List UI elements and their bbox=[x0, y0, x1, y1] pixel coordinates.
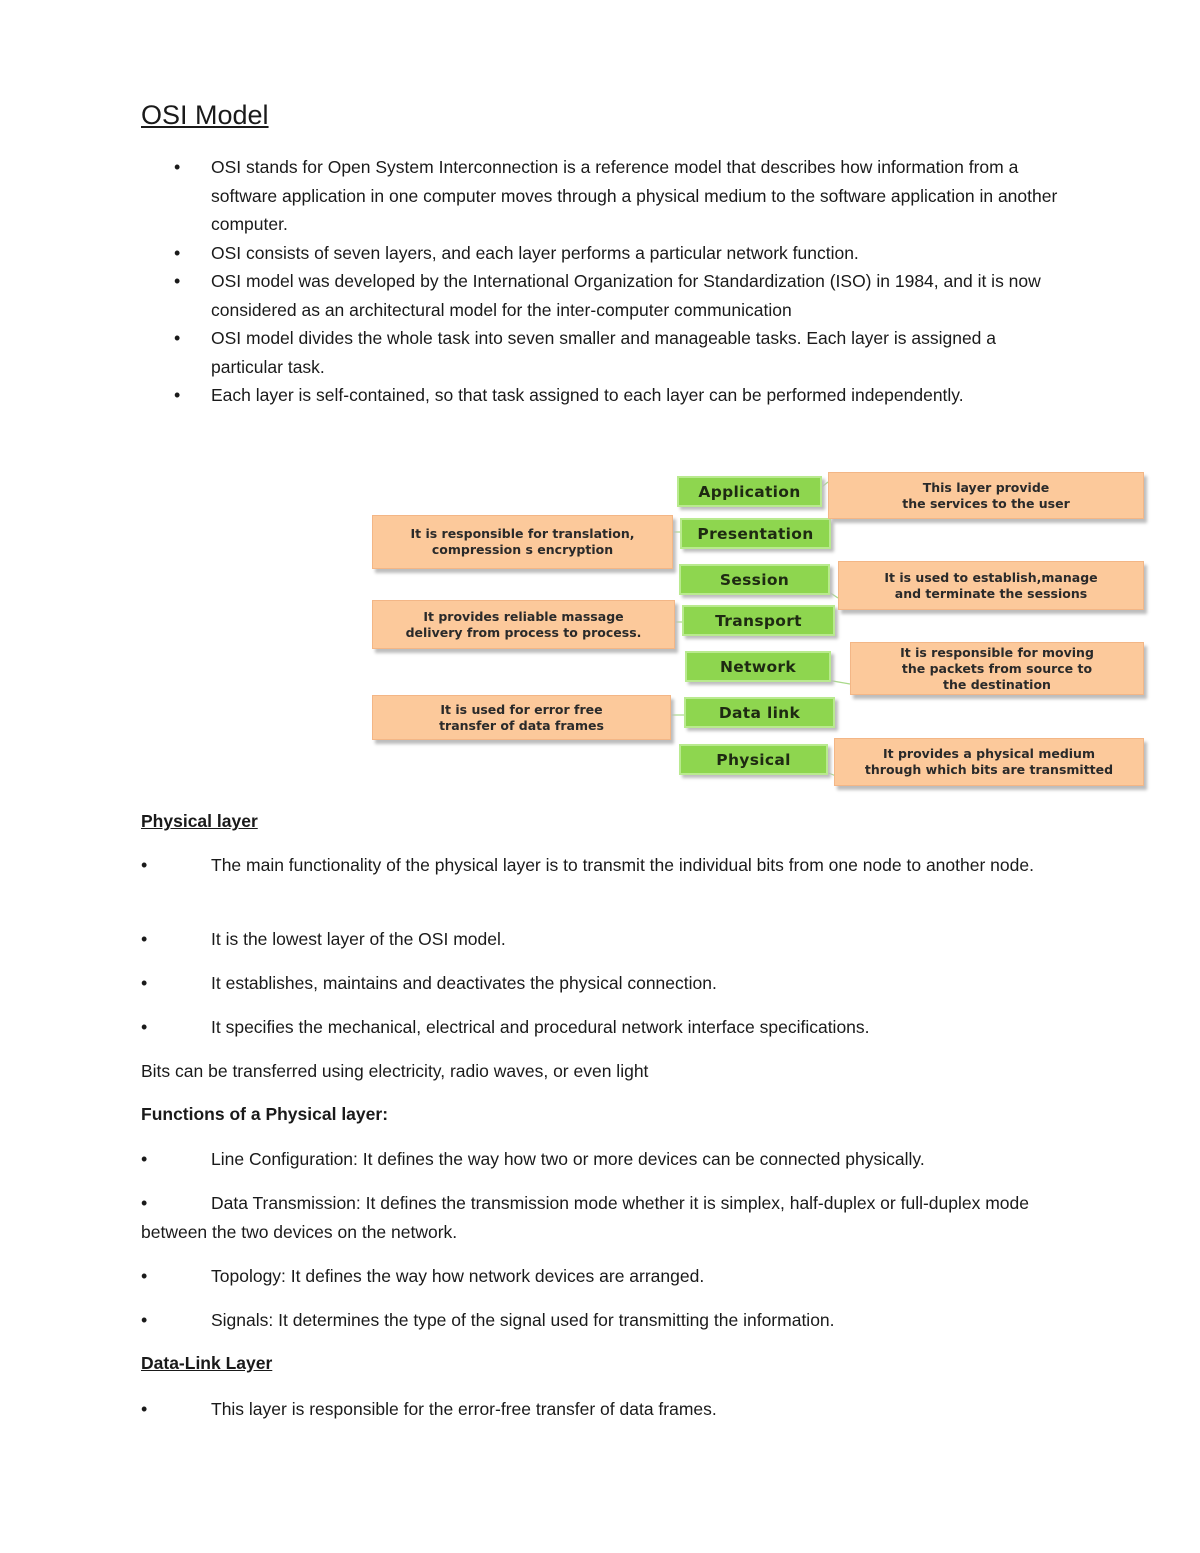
physical-functions-heading: Functions of a Physical layer: bbox=[141, 1104, 389, 1124]
page-title: OSI Model bbox=[141, 100, 269, 130]
desc-network: It is responsible for moving the packets from source to the destination bbox=[850, 642, 1144, 695]
layer-session: Session bbox=[679, 564, 830, 595]
physical-function-item: Topology: It defines the way how network devices are arranged. bbox=[211, 1266, 705, 1286]
layer-network: Network bbox=[685, 651, 831, 682]
bullet-mark: • bbox=[141, 1017, 148, 1037]
intro-bullet-item: • OSI model was developed by the International Organization for Standardization (ISO) in 1984, and it is now considered as an architectural model for the inter-computer communication bbox=[141, 267, 1071, 324]
desc-data-link: It is used for error free transfer of data frames bbox=[372, 695, 671, 740]
desc-presentation: It is responsible for translation, compression s encryption bbox=[372, 515, 673, 569]
layer-presentation: Presentation bbox=[680, 518, 831, 549]
physical-bullet: The main functionality of the physical layer is to transmit the individual bits from one node to another node. bbox=[211, 855, 1034, 875]
bullet-mark: • bbox=[141, 929, 148, 949]
intro-bullet-item: • OSI consists of seven layers, and each layer performs a particular network function. bbox=[141, 239, 1071, 268]
layer-data-link: Data link bbox=[684, 697, 835, 728]
physical-bullet: It is the lowest layer of the OSI model. bbox=[211, 929, 506, 949]
layer-application: Application bbox=[677, 476, 822, 507]
bullet-mark: • bbox=[141, 1310, 148, 1330]
physical-layer-heading: Physical layer bbox=[141, 811, 258, 831]
bullet-mark: • bbox=[141, 1399, 148, 1419]
desc-transport: It provides reliable massage delivery from process to process. bbox=[372, 600, 675, 649]
layer-physical: Physical bbox=[679, 744, 828, 775]
physical-note: Bits can be transferred using electricity, radio waves, or even light bbox=[141, 1061, 649, 1081]
bullet-mark: • bbox=[141, 1193, 148, 1213]
bullet-mark: • bbox=[141, 1266, 148, 1286]
intro-bullet-item: • OSI stands for Open System Interconnection is a reference model that describes how information from a software application in one computer moves through a physical medium to the software application in another computer. bbox=[141, 153, 1071, 239]
physical-function-item: Data Transmission: It defines the transmission mode whether it is simplex, half-duplex or full-duplex mode between the two devices on the network. bbox=[141, 1193, 1030, 1242]
bullet-mark: • bbox=[141, 1149, 148, 1169]
bullet-mark: • bbox=[141, 855, 148, 875]
desc-application: This layer provide the services to the user bbox=[828, 472, 1144, 519]
bullet-mark: • bbox=[141, 973, 148, 993]
physical-function-item: Signals: It determines the type of the signal used for transmitting the information. bbox=[211, 1310, 835, 1330]
intro-bullet-item: • Each layer is self-contained, so that task assigned to each layer can be performed independently. bbox=[141, 381, 1071, 410]
intro-bullet-item: • OSI model divides the whole task into seven smaller and manageable tasks. Each layer is assigned a particular task. bbox=[141, 324, 1071, 381]
layer-transport: Transport bbox=[682, 605, 835, 636]
data-link-heading: Data-Link Layer bbox=[141, 1353, 273, 1373]
desc-physical: It provides a physical medium through which bits are transmitted bbox=[834, 738, 1144, 786]
data-link-bullet: This layer is responsible for the error-free transfer of data frames. bbox=[211, 1399, 717, 1419]
physical-function-item: Line Configuration: It defines the way how two or more devices can be connected physically. bbox=[211, 1149, 925, 1169]
physical-bullet: It establishes, maintains and deactivates the physical connection. bbox=[211, 973, 717, 993]
physical-bullet: It specifies the mechanical, electrical and procedural network interface specifications. bbox=[211, 1017, 870, 1037]
desc-session: It is used to establish,manage and terminate the sessions bbox=[838, 561, 1144, 610]
